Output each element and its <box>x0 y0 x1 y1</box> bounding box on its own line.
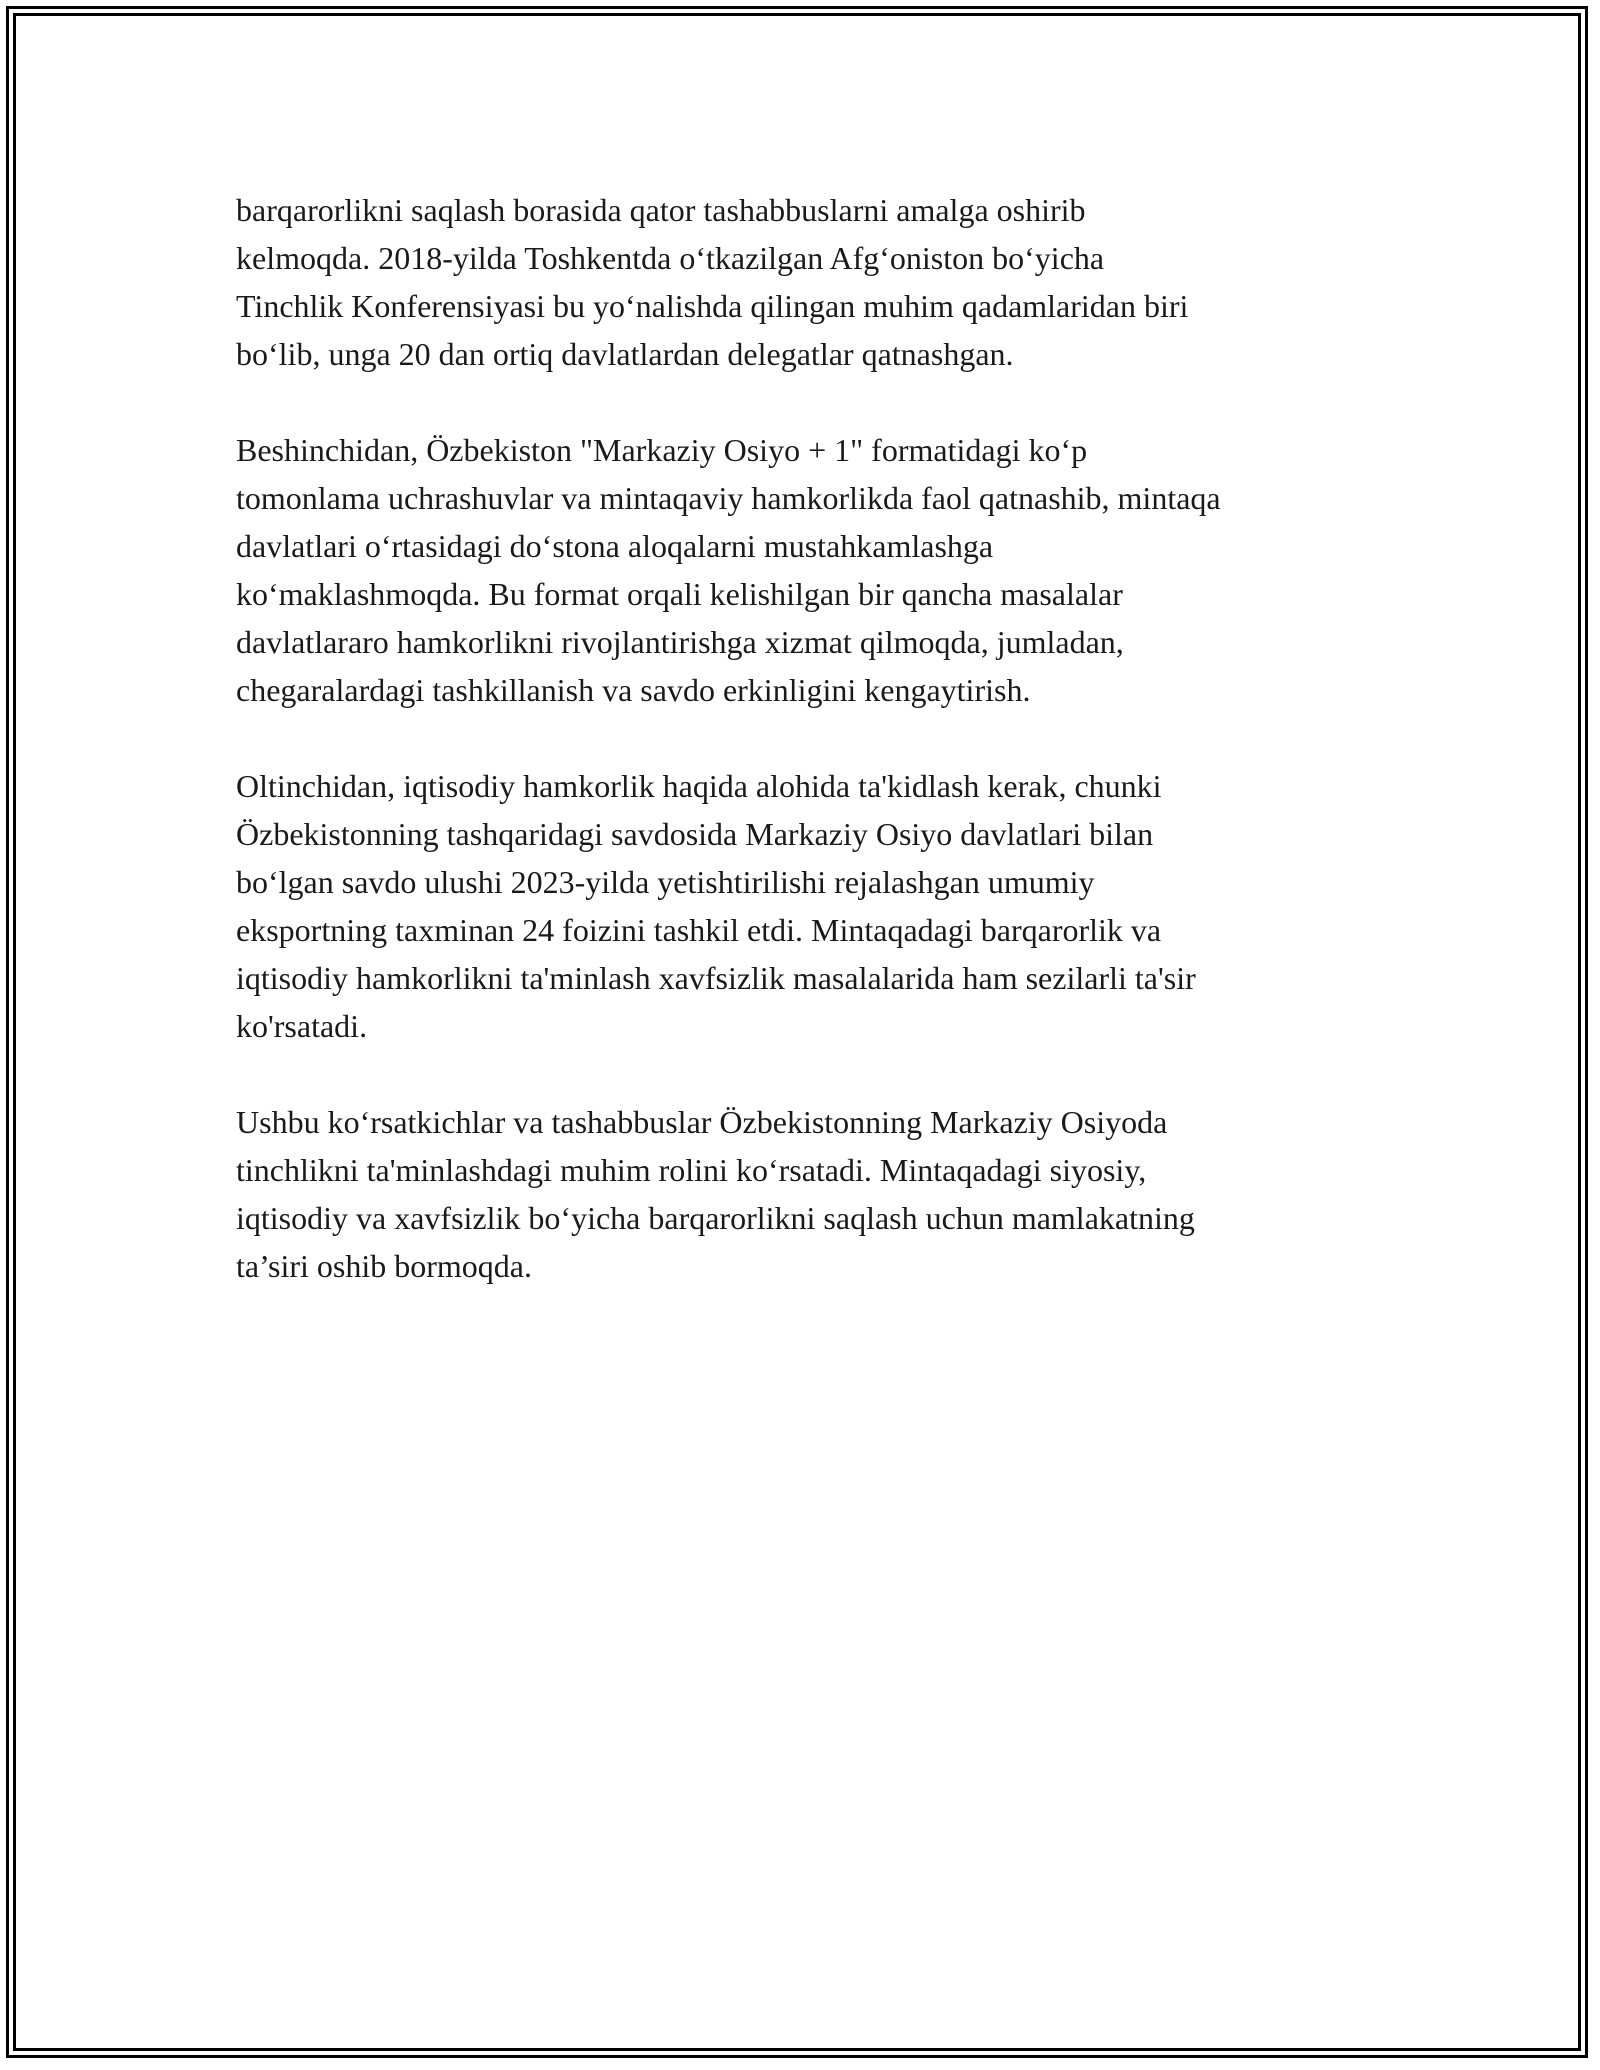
document-body <box>236 186 1386 1338</box>
text-line: Oltinchidan, iqtisodiy hamkorlik haqida alohida ta'kidlash kerak, chunki <box>236 768 1162 804</box>
paragraph-2 <box>236 426 1386 714</box>
text-line: Tinchlik Konferensiyasi bu yo‘nalishda qilingan muhim qadamlaridan biri <box>236 288 1189 324</box>
text-line: ta’siri oshib bormoqda. <box>236 1248 532 1284</box>
text-line: ko‘maklashmoqda. Bu format orqali kelishilgan bir qancha masalalar <box>236 576 1123 612</box>
text-line: tinchlikni ta'minlashdagi muhim rolini ko‘rsatadi. Mintaqadagi siyosiy, <box>236 1152 1147 1188</box>
paragraph-3 <box>236 762 1386 1050</box>
text-line: davlatlari o‘rtasidagi do‘stona aloqalarni mustahkamlashga <box>236 528 994 564</box>
paragraph-1 <box>236 186 1386 378</box>
text-line: iqtisodiy hamkorlikni ta'minlash xavfsizlik masalalarida ham sezilarli ta'sir <box>236 960 1196 996</box>
text-line: chegaralardagi tashkillanish va savdo erkinligini kengaytirish. <box>236 672 1031 708</box>
text-line: Ushbu ko‘rsatkichlar va tashabbuslar Özbekistonning Markaziy Osiyoda <box>236 1104 1168 1140</box>
text-line: ko'rsatadi. <box>236 1008 368 1044</box>
text-line: bo‘lgan savdo ulushi 2023-yilda yetishtirilishi rejalashgan umumiy <box>236 864 1095 900</box>
text-line: Beshinchidan, Özbekiston "Markaziy Osiyo + 1" formatidagi ko‘p <box>236 432 1088 468</box>
text-line: bo‘lib, unga 20 dan ortiq davlatlardan delegatlar qatnashgan. <box>236 336 1014 372</box>
text-line: kelmoqda. 2018-yilda Toshkentda o‘tkazilgan Afg‘oniston bo‘yicha <box>236 240 1105 276</box>
text-line: Özbekistonning tashqaridagi savdosida Markaziy Osiyo davlatlari bilan <box>236 816 1154 852</box>
paragraph-4 <box>236 1098 1386 1290</box>
text-line: iqtisodiy va xavfsizlik bo‘yicha barqarorlikni saqlash uchun mamlakatning <box>236 1200 1195 1236</box>
text-line: eksportning taxminan 24 foizini tashkil etdi. Mintaqadagi barqarorlik va <box>236 912 1162 948</box>
text-line: barqarorlikni saqlash borasida qator tashabbuslarni amalga oshirib <box>236 192 1086 228</box>
text-line: tomonlama uchrashuvlar va mintaqaviy hamkorlikda faol qatnashib, mintaqa <box>236 480 1221 516</box>
text-line: davlatlararo hamkorlikni rivojlantirishga xizmat qilmoqda, jumladan, <box>236 624 1124 660</box>
